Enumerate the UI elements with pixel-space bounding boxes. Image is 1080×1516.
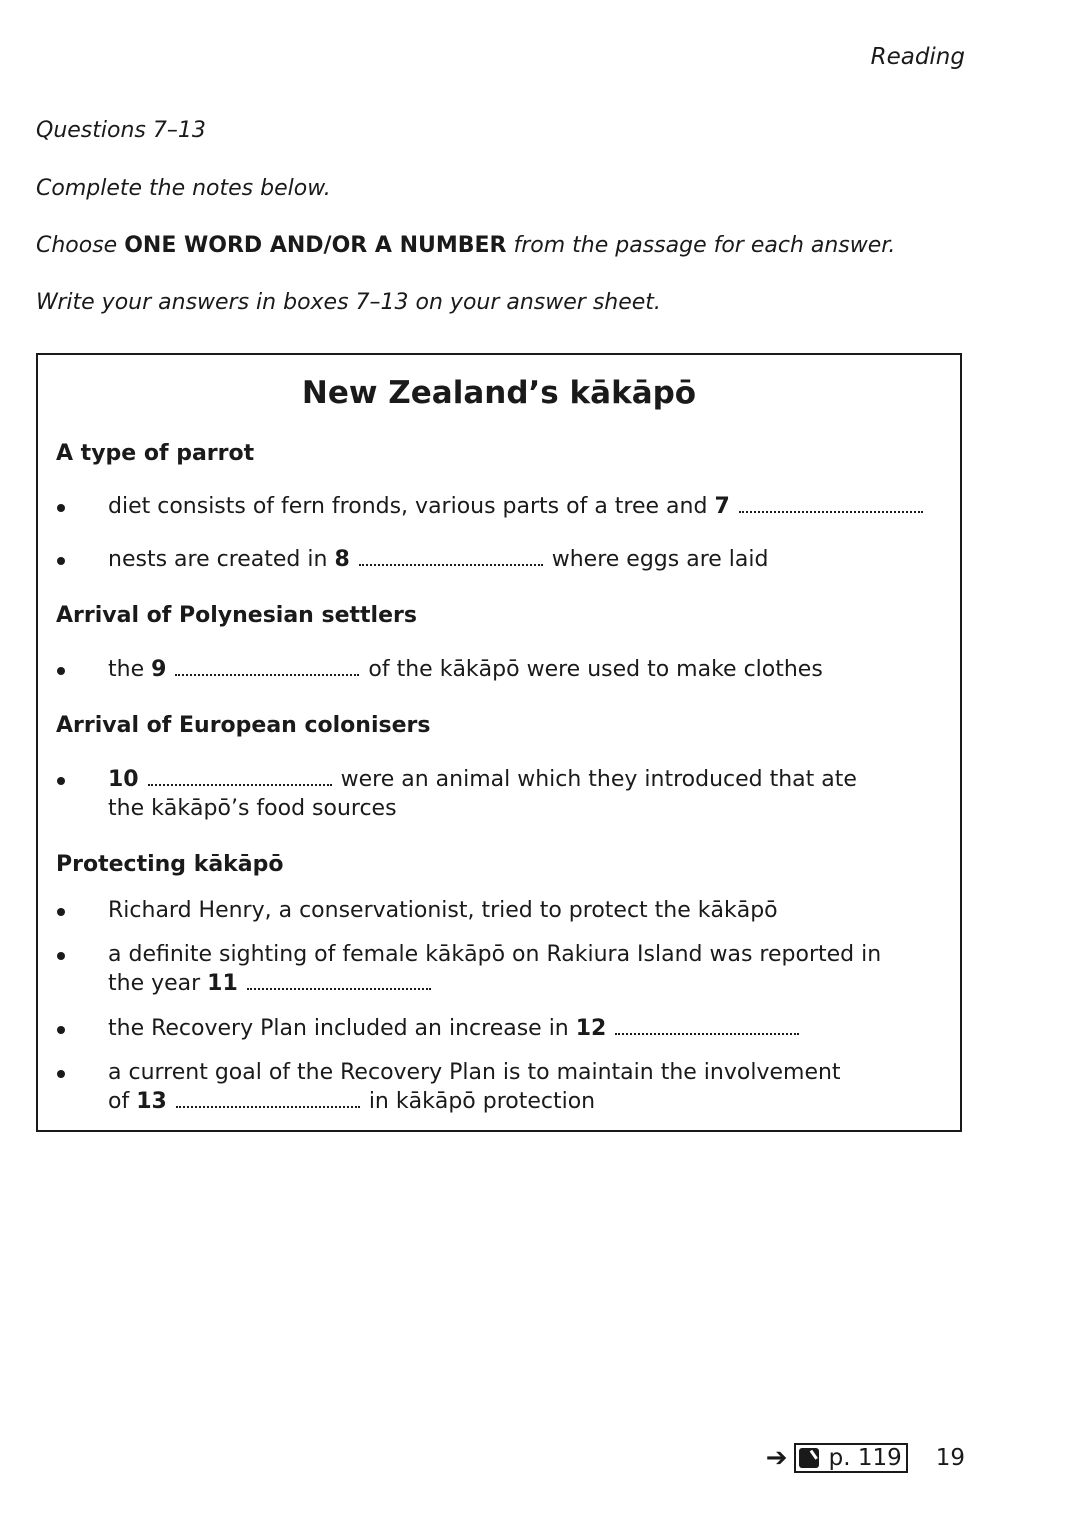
bullet-text: the [108, 657, 152, 682]
bullet-text: a current goal of the Recovery Plan is to maintain the involvement of [108, 1060, 841, 1114]
note-bullet [56, 940, 906, 998]
note-bullet [56, 1014, 936, 1043]
note-bullet [56, 655, 936, 684]
note-bullet [56, 896, 936, 925]
questions-range: Questions 7–13 [36, 118, 206, 143]
bullet-text: the Recovery Plan included an increase in [108, 1016, 576, 1041]
note-bullet [56, 545, 936, 574]
question-number: 7 [714, 494, 730, 519]
note-bullet [56, 765, 876, 823]
question-number: 13 [136, 1089, 167, 1114]
instruction-write: Write your answers in boxes 7–13 on your answer sheet. [36, 290, 661, 315]
bullet-text: in kākāpō protection [361, 1089, 596, 1114]
answer-blank-13[interactable] [176, 1100, 360, 1108]
answer-blank-11[interactable] [247, 982, 431, 990]
pencil-icon [799, 1448, 819, 1468]
instruction-choose-bold: ONE WORD AND/OR A NUMBER [124, 233, 507, 258]
answer-blank-10[interactable] [148, 778, 332, 786]
bullet-text: where eggs are laid [544, 547, 769, 572]
section-heading-european: Arrival of European colonisers [56, 713, 431, 738]
page-reference[interactable] [794, 1443, 908, 1473]
answer-blank-7[interactable] [739, 505, 923, 513]
question-number: 12 [575, 1016, 607, 1041]
bullet-text: nests are created in [108, 547, 335, 572]
bullet-text: were an animal which they introduced that ate the kākāpō’s food sources [108, 767, 857, 821]
bullet-text: a definite sighting of female kākāpō on Rakiura Island was reported in the year [108, 942, 882, 996]
question-number: 8 [334, 547, 350, 572]
instruction-choose [36, 233, 895, 258]
page-footer [766, 1443, 965, 1473]
question-number: 11 [207, 971, 238, 996]
page-number: 19 [935, 1445, 965, 1471]
answer-blank-12[interactable] [615, 1027, 799, 1035]
instruction-complete: Complete the notes below. [36, 176, 331, 201]
bullet-text: of the kākāpō were used to make clothes [361, 657, 823, 682]
note-bullet [56, 1058, 856, 1116]
answer-blank-8[interactable] [359, 558, 543, 566]
section-heading-protecting: Protecting kākāpō [56, 852, 284, 877]
instruction-choose-suffix: from the passage for each answer. [506, 233, 896, 258]
note-bullet [56, 492, 936, 521]
section-heading-polynesian: Arrival of Polynesian settlers [56, 603, 417, 628]
page-reference-label: p. 119 [828, 1445, 902, 1471]
instruction-choose-prefix: Choose [36, 233, 125, 258]
bullet-text: diet consists of fern fronds, various parts of a tree and [108, 494, 715, 519]
answer-blank-9[interactable] [175, 668, 359, 676]
question-number: 9 [151, 657, 167, 682]
section-heading-parrot: A type of parrot [56, 441, 255, 466]
question-number: 10 [108, 767, 139, 792]
bullet-text: Richard Henry, a conservationist, tried to protect the kākāpō [108, 898, 778, 923]
section-label: Reading [870, 44, 965, 70]
notes-title: New Zealand’s kākāpō [301, 375, 697, 411]
arrow-right-icon: ➔ [765, 1443, 788, 1473]
notes-box [36, 353, 962, 1132]
